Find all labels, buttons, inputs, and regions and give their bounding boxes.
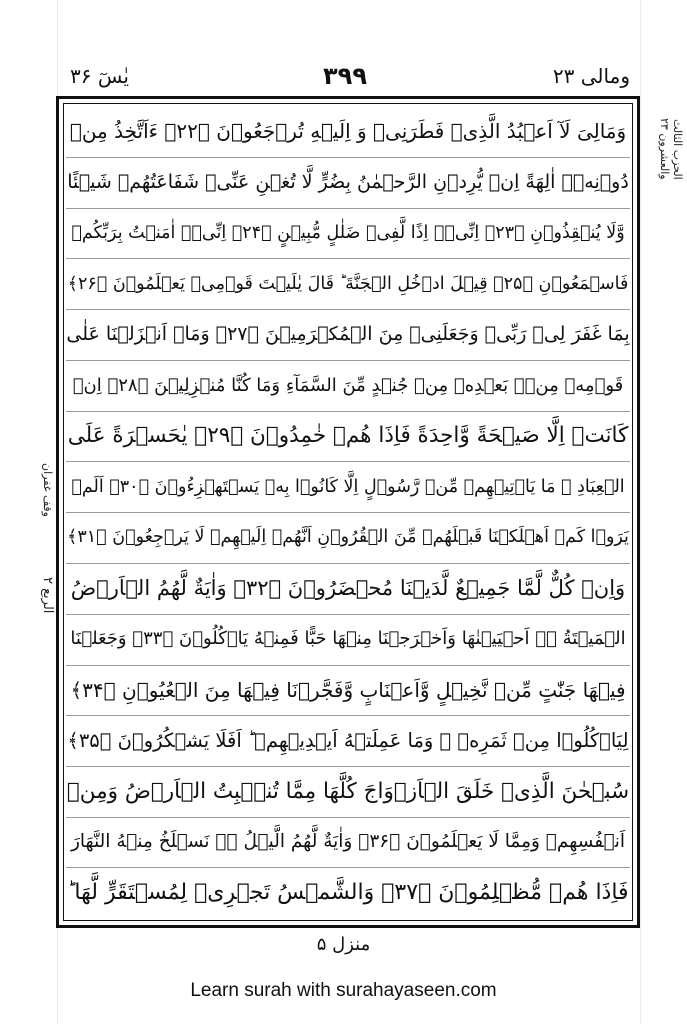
- verse-line-8: الۡعِبَادِ ۚ مَا یَاۡتِیۡهِمۡ مِّنۡ رَّسُوۡلٍ اِلَّا كَانُوۡا بِهٖ یَسۡتَهۡزِءُوۡنَ ﴿۳۰﴾ اَلَمۡ: [71, 476, 625, 497]
- verse-line-7: كَانَتۡ اِلَّا صَیۡحَةً وَّاحِدَةً فَاِذَا هُمۡ خٰمِدُوۡنَ ﴿۲۹﴾ یٰحَسۡرَةً عَلَی: [67, 423, 629, 449]
- header-para-label: ومالی ۲۳: [552, 64, 630, 88]
- margin-ruku-note: الربع ۲: [40, 576, 55, 614]
- verse-line-4: فَاسۡمَعُوۡنِ ﴿۲۵﴾ قِیۡلَ ادۡخُلِ الۡجَنَّةَ ؕ قَالَ یٰلَیۡتَ قَوۡمِیۡ یَعۡلَمُوۡنَ ﴿۲۶﴾: [67, 273, 629, 294]
- page-header: [60, 62, 630, 94]
- verse-line-2: دُوۡنِهٖۤ اٰلِهَةً اِنۡ یُّرِدۡنِ الرَّحۡمٰنُ بِضُرٍّ لَّا تُغۡنِ عَنِّیۡ شَفَاعَتُهُمۡ شَیۡئًا: [67, 171, 629, 194]
- verse-line-10: وَاِنۡ كُلٌّ لَّمَّا جَمِیۡعٌ لَّدَیۡنَا مُحۡضَرُوۡنَ ﴿۳۲﴾ وَاٰیَةٌ لَّهُمُ الۡاَرۡضُ: [70, 576, 626, 601]
- verse-line-5: بِمَا غَفَرَ لِیۡ رَبِّیۡ وَجَعَلَنِیۡ مِنَ الۡمُكۡرَمِیۡنَ ﴿۲۷﴾ وَمَاۤ اَنۡزَلۡنَا عَلٰی: [66, 323, 630, 346]
- page-number: ۳۹۹: [323, 62, 367, 90]
- margin-waqf-note: وقف غفران: [41, 463, 54, 517]
- site-caption: Learn surah with surahayaseen.com: [190, 980, 497, 1001]
- verse-line-13: لِیَاۡكُلُوۡا مِنۡ ثَمَرِهٖ ۙ وَمَا عَمِلَتۡهُ اَیۡدِیۡهِمۡ ؕ اَفَلَا یَشۡكُرُوۡنَ ﴿۳۵﴾: [67, 728, 629, 752]
- verse-line-15: اَنۡفُسِهِمۡ وَمِمَّا لَا یَعۡلَمُوۡنَ ﴿۳۶﴾ وَاٰیَةٌ لَّهُمُ الَّیۡلُ ۚۖ نَسۡلَخُ مِنۡهُ النَّهَارَ: [70, 831, 626, 853]
- verse-line-16: فَاِذَا هُمۡ مُّظۡلِمُوۡنَ ﴿۳۷﴾ وَالشَّمۡسُ تَجۡرِیۡ لِمُسۡتَقَرٍّ لَّهَا ؕ: [67, 880, 629, 906]
- margin-hizb-note: الحزب الثالث والعشرون ۲۳: [658, 118, 684, 180]
- verse-line-9: یَرَوۡا كَمۡ اَهۡلَكۡنَا قَبۡلَهُمۡ مِّنَ الۡقُرُوۡنِ اَنَّهُمۡ اِلَیۡهِمۡ لَا یَرۡجِعُوۡنَ ﴿۳۱﴾: [67, 527, 629, 548]
- verse-lines: [66, 106, 630, 918]
- verse-line-11: الۡمَیۡتَةُ ۚۖ اَحۡیَیۡنٰهَا وَاَخۡرَجۡنَا مِنۡهَا حَبًّا فَمِنۡهُ یَاۡكُلُوۡنَ ﴿۳۳﴾ وَجَعَلۡنَا: [70, 628, 626, 650]
- verse-line-1: وَمَالِیَ لَآ اَعۡبُدُ الَّذِیۡ فَطَرَنِیۡ وَ اِلَیۡهِ تُرۡجَعُوۡنَ ﴿۲۲﴾ ءَاَتَّخِذُ مِنۡ: [69, 119, 627, 144]
- manzil-label: منزل ۵: [316, 934, 371, 955]
- verse-line-12: فِیۡهَا جَنّٰتٍ مِّنۡ نَّخِیۡلٍ وَّاَعۡنَابٍ وَّفَجَّرۡنَا فِیۡهَا مِنَ الۡعُیُوۡنِ ﴿۳۴﴾: [70, 677, 626, 702]
- verse-line-3: وَّلَا یُنۡقِذُوۡنِ ﴿۲۳﴾ اِنِّیۡۤ اِذًا لَّفِیۡ ضَلٰلٍ مُّبِیۡنٍ ﴿۲۴﴾ اِنِّیۡۤ اٰمَنۡتُ بِرَبِّكُمۡ: [71, 222, 625, 243]
- verse-line-6: قَوۡمِهٖ مِنۡۢ بَعۡدِهٖ مِنۡ جُنۡدٍ مِّنَ السَّمَآءِ وَمَا كُنَّا مُنۡزِلِیۡنَ ﴿۲۸﴾ اِنۡ: [72, 374, 624, 396]
- verse-line-14: سُبۡحٰنَ الَّذِیۡ خَلَقَ الۡاَزۡوَاجَ كُلَّهَا مِمَّا تُنۡۢبِتُ الۡاَرۡضُ وَمِنۡ: [66, 778, 630, 804]
- header-surah-label: یٰسٓ ۳۶: [70, 64, 129, 88]
